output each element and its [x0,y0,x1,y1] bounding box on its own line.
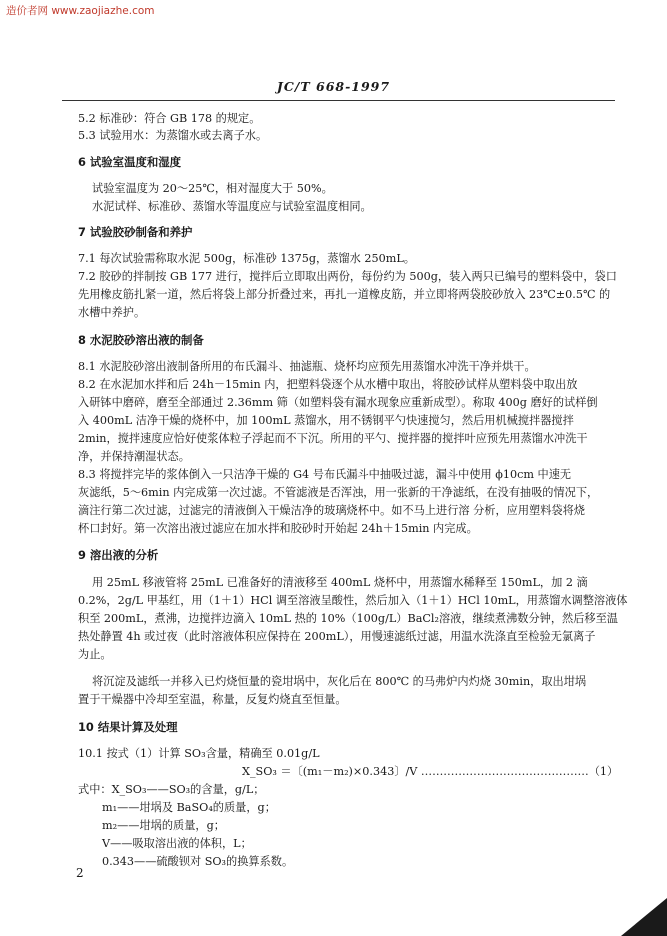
body-line: 为止。 [78,648,112,661]
clause-8-2: 8.2 在水泥加水拌和后 24h－15min 内，把塑料袋逐个从水槽中取出，将胶砂试样从塑料袋中取出放 [78,378,578,391]
section-heading-6: 6 试验室温度和湿度 [78,155,182,169]
clause-7-2: 7.2 胶砂的拌制按 GB 177 进行，搅拌后立即取出两份，每份约为 500g，装入两只已编号的塑料袋中，袋口 [78,270,617,283]
body-line: 热处静置 4h 或过夜（此时溶液体积应保持在 200mL），用慢速滤纸过滤，用温水洗涤直至检验无氯离子 [78,630,596,643]
clause-8-3: 8.3 将搅拌完毕的浆体倒入一只洁净干燥的 G4 号布氏漏斗中抽吸过滤，漏斗中使用 ϕ10cm 中速无 [78,468,572,481]
page-number: 2 [76,866,84,880]
formula-legend-item: 0.343——硫酸钡对 SO₃的换算系数。 [102,855,294,868]
clause-7-1: 7.1 每次试验需称取水泥 500g，标准砂 1375g，蒸馏水 250mL。 [78,252,415,265]
watermark: 造价者网 www.zaojiazhe.com [6,5,155,17]
section-heading-7: 7 试验胶砂制备和养护 [78,225,193,239]
body-line: 入 400mL 洁净干燥的烧杯中，加 100mL 蒸馏水，用不锈钢平勺快速搅匀，然后用机械搅拌器搅拌 [78,414,574,427]
clause-5-2: 5.2 标准砂：符合 GB 178 的规定。 [78,112,261,125]
body-line: 积至 200mL，煮沸，边搅拌边滴入 10mL 热的 10%（100g/L）BaCl₂溶液，继续煮沸数分钟，然后移至温 [78,612,618,625]
section-heading-9: 9 溶出液的分析 [78,548,159,562]
clause-5-3: 5.3 试验用水：为蒸馏水或去离子水。 [78,129,268,142]
section-heading-10: 10 结果计算及处理 [78,720,178,734]
body-line: 试验室温度为 20～25℃，相对湿度大于 50%。 [92,182,333,195]
formula-legend-item: m₂——坩埚的质量，g； [102,819,225,832]
body-line: 入研钵中磨碎，磨至全部通过 2.36mm 筛（如塑料袋有漏水现象应重新成型）。称取 400g 磨好的试样倒 [78,396,598,409]
body-line: 灰滤纸，5～6min 内完成第一次过滤。不管滤液是否浑浊，用一张新的干净滤纸，在没有抽吸的情况下， [78,486,599,499]
body-line: 净，并保持潮湿状态。 [78,450,190,463]
body-line: 先用橡皮筋扎紧一道，然后将袋上部分折叠过来，再扎一道橡皮筋，并立即将两袋胶砂放入 23℃±0.5℃ 的 [78,288,611,301]
body-line: 水槽中养护。 [78,306,146,319]
page-corner-mark [621,898,667,936]
formula-legend: 式中：X_SO₃——SO₃的含量，g/L； [78,783,265,796]
body-line: 0.2%，2g/L 甲基红，用（1＋1）HCl 调至溶液呈酸性，然后加入（1＋1）HCl 10mL，用蒸馏水调整溶液体 [78,594,628,607]
formula-1: X_SO₃ ＝〔(m₁－m₂)×0.343〕/V ………………………………………（1） [242,765,619,778]
standard-header: JC/T 668-1997 [276,79,391,94]
clause-8-1: 8.1 水泥胶砂溶出液制备所用的布氏漏斗、抽滤瓶、烧杯均应预先用蒸馏水冲洗干净并烘干。 [78,360,536,373]
clause-10-1: 10.1 按式（1）计算 SO₃含量，精确至 0.01g/L [78,747,320,760]
body-line: 置于干燥器中冷却至室温，称量，反复灼烧直至恒量。 [78,693,347,706]
body-line: 杯口封好。第一次溶出液过滤应在加水拌和胶砂时开始起 24h＋15min 内完成。 [78,522,478,535]
formula-legend-item: m₁——坩埚及 BaSO₄的质量，g； [102,801,276,814]
body-line: 水泥试样、标准砂、蒸馏水等温度应与试验室温度相同。 [92,200,372,213]
body-line: 将沉淀及滤纸一并移入已灼烧恒量的瓷坩埚中，灰化后在 800℃ 的马弗炉内灼烧 30min，取出坩埚 [92,675,587,688]
body-line: 用 25mL 移液管将 25mL 已准备好的清液移至 400mL 烧杯中，用蒸馏水稀释至 150mL，加 2 滴 [92,576,588,589]
section-heading-8: 8 水泥胶砂溶出液的制备 [78,333,204,347]
body-line: 2min，搅拌速度应恰好使浆体粒子浮起而不下沉。所用的平勺、搅拌器的搅拌叶应预先用蒸馏水冲洗干 [78,432,588,445]
formula-legend-item: V——吸取溶出液的体积，L； [102,837,252,850]
body-line: 滴注行第二次过滤，过滤完的清液倒入干燥洁净的玻璃烧杯中。如不马上进行溶 分析，应用塑料袋将烧 [78,504,585,517]
header-rule [62,100,615,101]
